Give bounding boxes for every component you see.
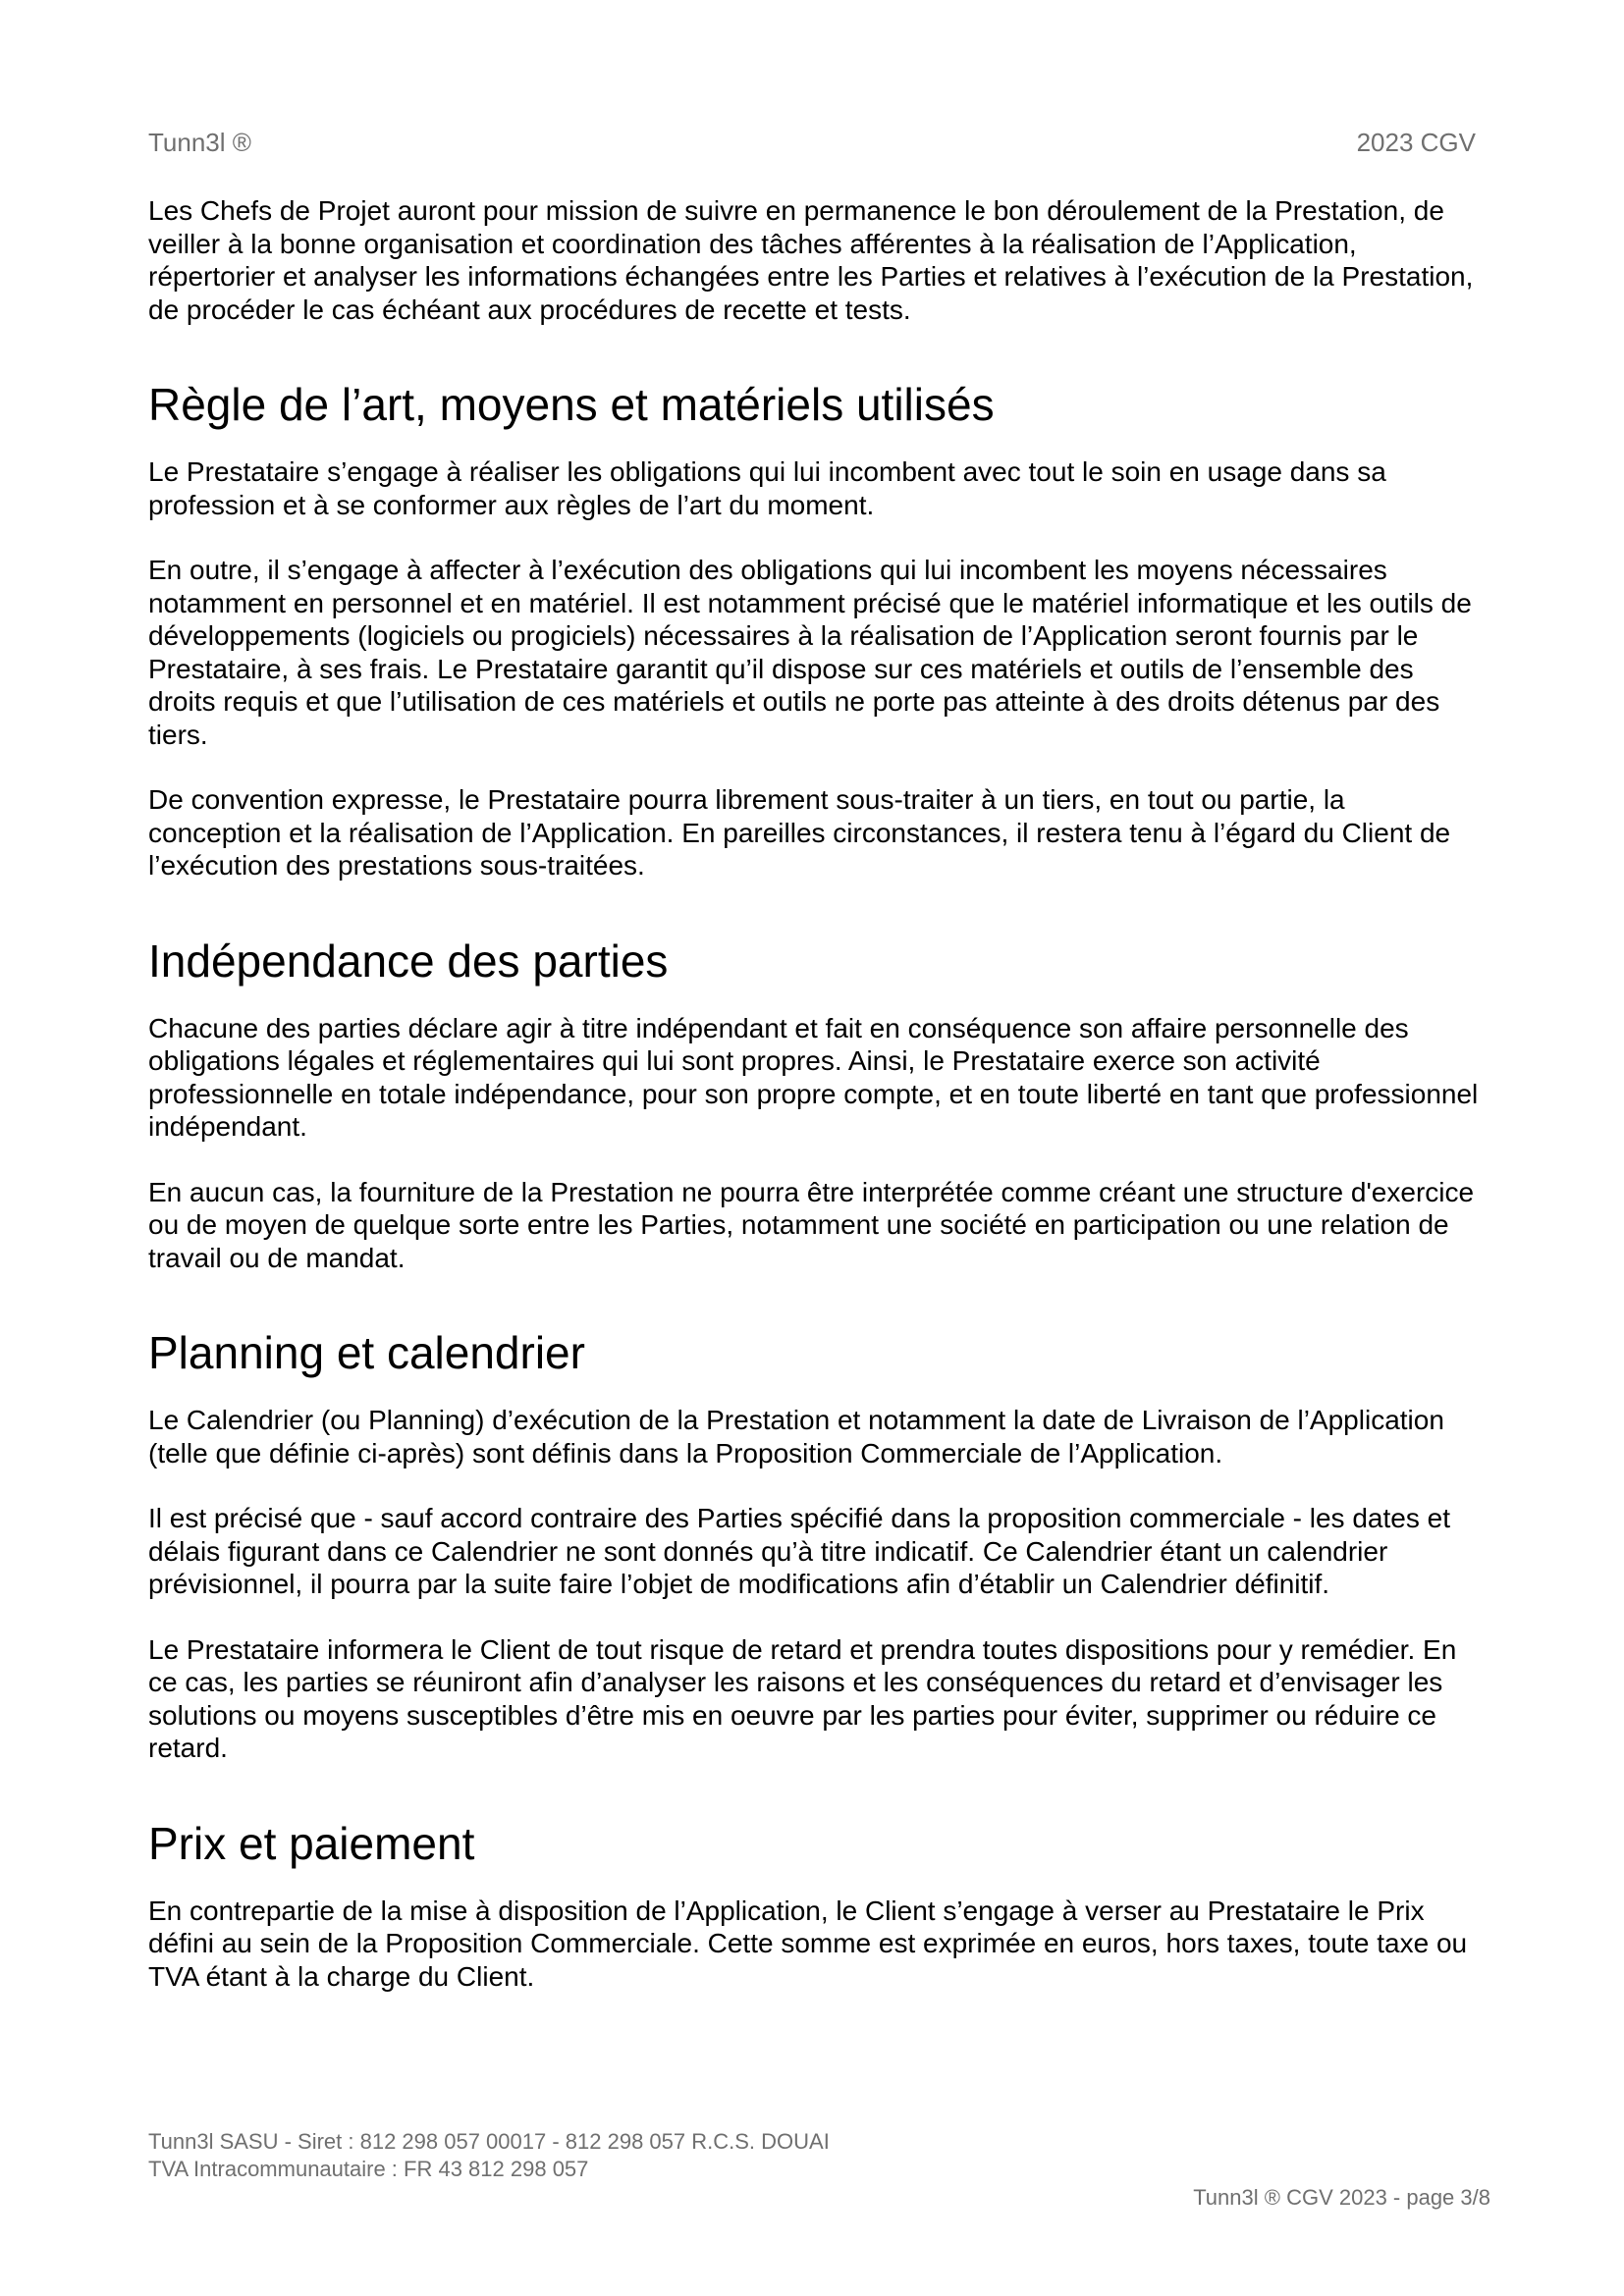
section-paragraph: En contrepartie de la mise à disposition de l’Application, le Client s’engage à verser au Prestataire le Prix défini au sein de la Proposition Commerciale. Cette somme est exprimée en euros, hors taxes, toute taxe ou TVA étant à la charge du Client.: [148, 1895, 1468, 1992]
page-footer: [148, 2128, 830, 2183]
footer-company-line: Tunn3l SASU - Siret : 812 298 057 00017 - 812 298 057 R.C.S. DOUAI: [148, 2129, 830, 2154]
section-paragraph: En outre, il s’engage à affecter à l’exécution des obligations qui lui incombent les moyens nécessaires notamment en personnel et en matériel. Il est notamment précisé que le matériel informatique et les outils de développements (logiciels ou progiciels) nécessaires à la réalisation de l’Application seront fournis par le Prestataire, à ses frais. Le Prestataire garantit qu’il dispose sur ces matériels et outils de l’ensemble des droits requis et que l’utilisation de ces matériels et outils ne porte pas atteinte à des droits détenus par des tiers.: [148, 555, 1472, 750]
section-paragraph: Le Prestataire s’engage à réaliser les obligations qui lui incombent avec tout le soin en usage dans sa profession et à se conformer aux règles de l’art du moment.: [148, 456, 1386, 520]
header-company: Tunn3l ®: [148, 128, 251, 157]
section-paragraph: De convention expresse, le Prestataire pourra librement sous-traiter à un tiers, en tout ou partie, la conception et la réalisation de l’Application. En pareilles circonstances, il restera tenu à l’égard du Client de l’exécution des prestations sous-traitées.: [148, 784, 1451, 881]
section-heading: Règle de l’art, moyens et matériels utilisés: [148, 379, 995, 430]
section-paragraph: Il est précisé que - sauf accord contraire des Parties spécifié dans la proposition commerciale - les dates et délais figurant dans ce Calendrier ne sont donnés qu’à titre indicatif. Ce Calendrier étant un calendrier prévisionnel, il pourra par la suite faire l’objet de modifications afin d’établir un Calendrier définitif.: [148, 1503, 1450, 1599]
page-number: Tunn3l ® CGV 2023 - page 3/8: [1193, 2185, 1490, 2210]
section-planning: [148, 1325, 1484, 1765]
section-heading: Prix et paiement: [148, 1817, 475, 1869]
header-doc-label: 2023 CGV: [1356, 128, 1476, 157]
page-header: [148, 128, 1476, 163]
section-paragraph: Chacune des parties déclare agir à titre indépendant et fait en conséquence son affaire personnelle des obligations légales et réglementaires qui lui sont propres. Ainsi, le Prestataire exerce son activité professionnelle en totale indépendance, pour son propre compte, et en toute liberté en tant que professionnel indépendant.: [148, 1012, 1479, 1142]
section-heading: Planning et calendrier: [148, 1327, 585, 1378]
section-heading: Indépendance des parties: [148, 934, 669, 987]
section-prix-paiement: [148, 1816, 1484, 1994]
footer-vat-line: TVA Intracommunautaire : FR 43 812 298 057: [148, 2157, 589, 2181]
section-paragraph: Le Calendrier (ou Planning) d’exécution de la Prestation et notamment la date de Livraison de l’Application (telle que définie ci-après) sont définis dans la Proposition Commerciale de l’Application.: [148, 1405, 1444, 1468]
intro-paragraph: Les Chefs de Projet auront pour mission de suivre en permanence le bon déroulement de la Prestation, de veiller à la bonne organisation et coordination des tâches afférentes à la réalisation de l’Application, répertorier et analyser les informations échangées entre les Parties et relatives à l’exécution de la Prestation, de procéder le cas échéant aux procédures de recette et tests.: [148, 195, 1474, 325]
section-paragraph: En aucun cas, la fourniture de la Prestation ne pourra être interprétée comme créant une structure d'exercice ou de moyen de quelque sorte entre les Parties, notamment une société en participation ou une relation de travail ou de mandat.: [148, 1176, 1475, 1273]
section-independance: [148, 934, 1484, 1275]
section-regle-de-lart: [148, 377, 1484, 882]
document-body: [148, 194, 1484, 2025]
section-paragraph: Le Prestataire informera le Client de tout risque de retard et prendra toutes dispositions pour y remédier. En ce cas, les parties se réuniront afin d’analyser les raisons et les conséquences du retard et d’envisager les solutions ou moyens susceptibles d’être mis en oeuvre par les parties pour éviter, supprimer ou réduire ce retard.: [148, 1633, 1457, 1763]
